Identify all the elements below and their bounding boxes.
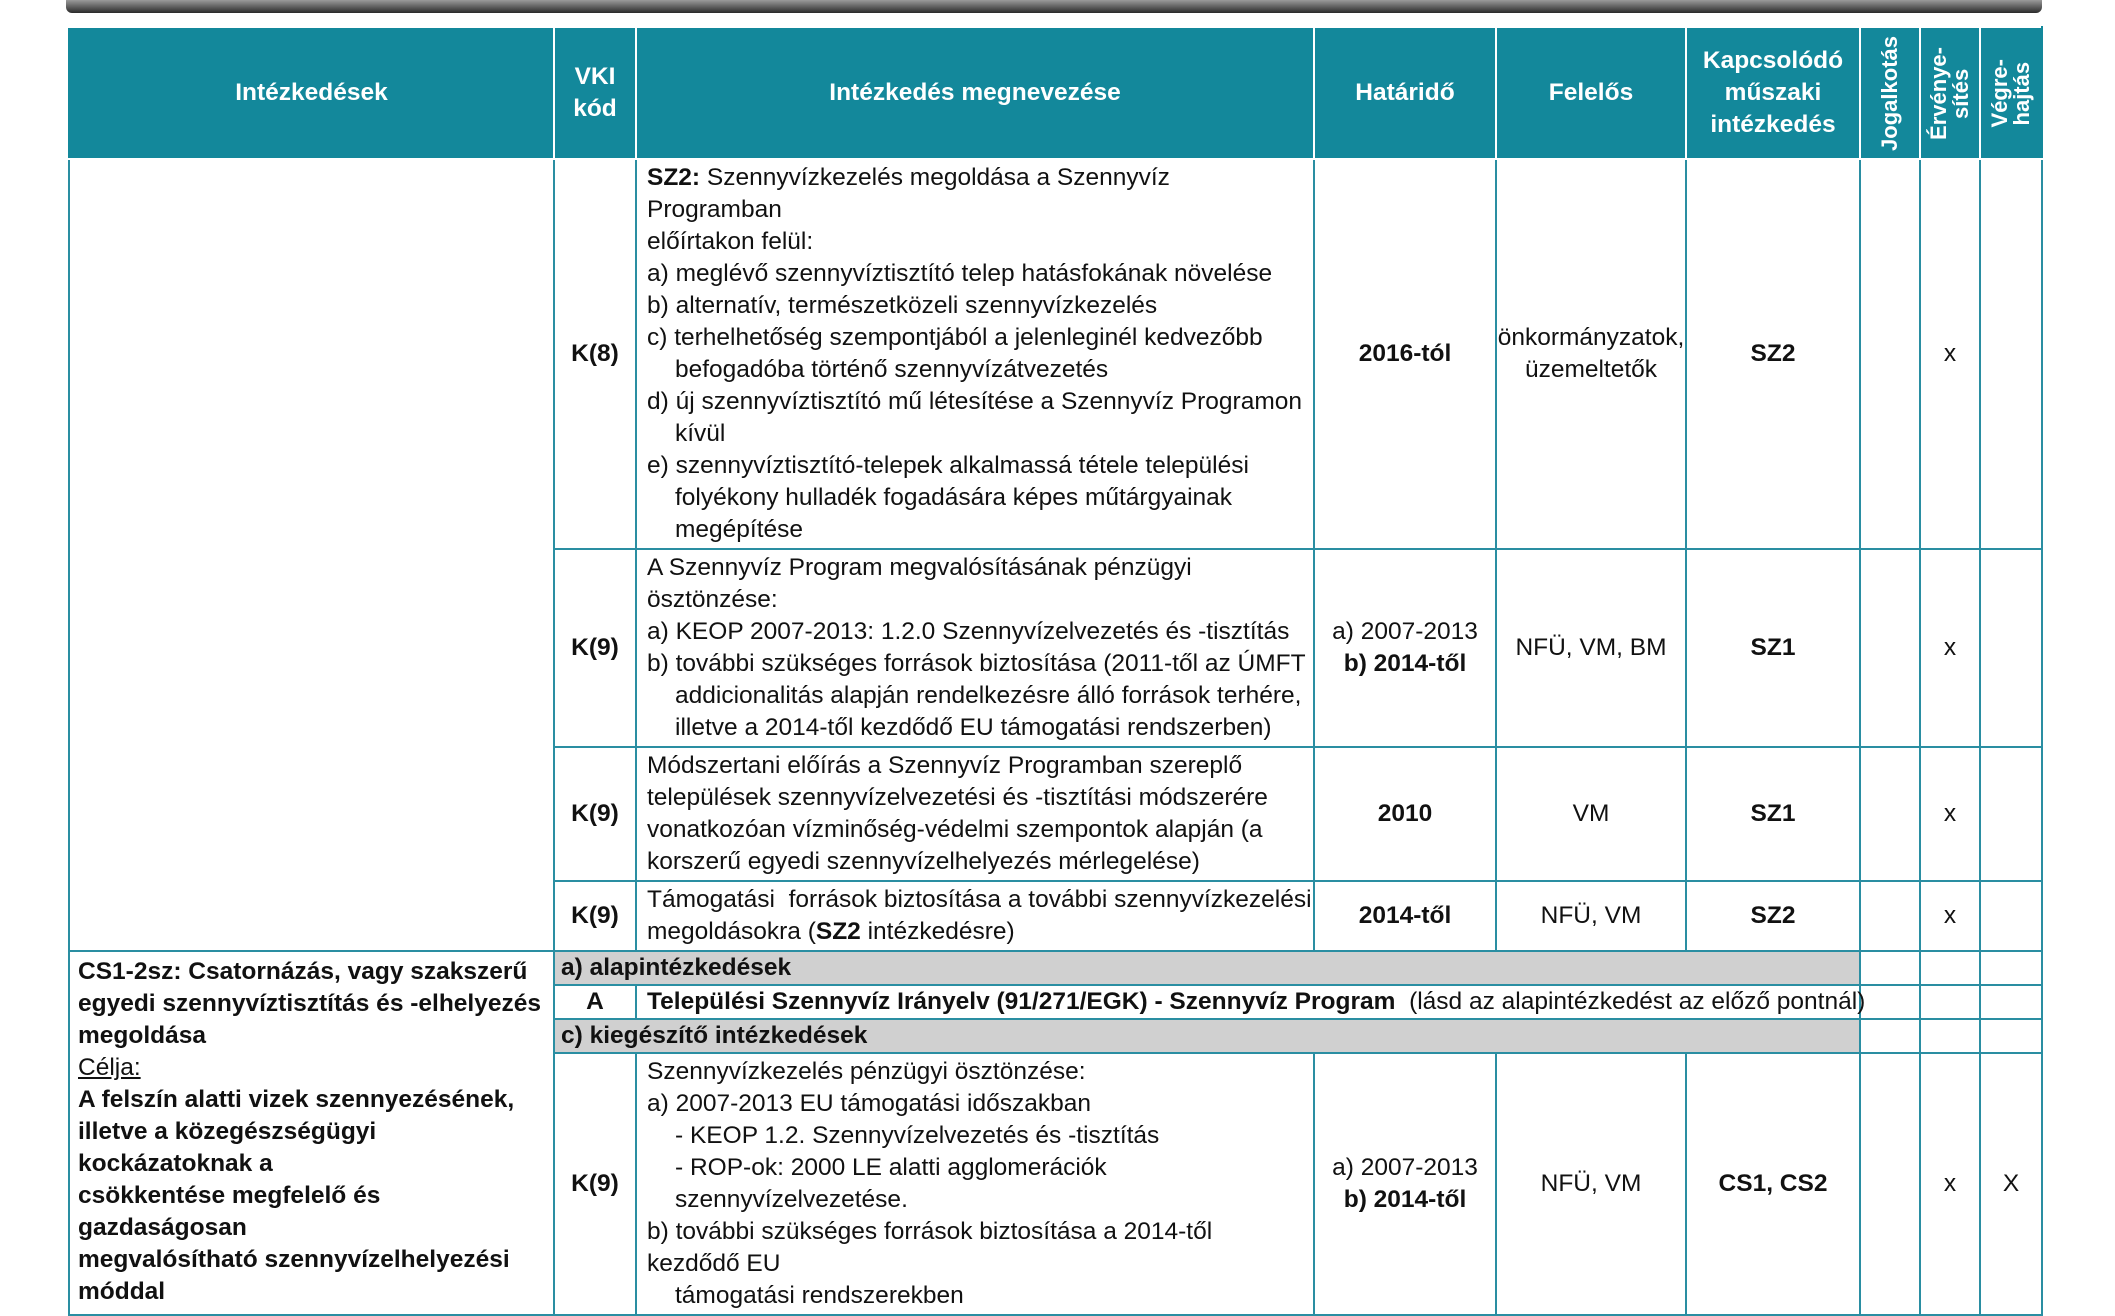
header-deadline: Határidő [1314, 27, 1496, 159]
desc-line: Módszertani előírás a Szennyvíz Programban szereplő [647, 752, 1243, 779]
goal-line: A felszín alatti vizek szennyezésének, [78, 1086, 515, 1113]
measure-description [636, 881, 1314, 951]
measure-description [636, 159, 1314, 549]
desc-line: megépítése [675, 516, 804, 543]
legislation-mark [1860, 549, 1920, 747]
desc-line: települések szennyvízelvezetési és -tisztítási módszerére [647, 784, 1268, 811]
desc-line: a) meglévő szennyvíztisztító telep hatásfokának növelése [647, 260, 1273, 287]
desc-line: Szennyvízkezelés megoldása a Szennyvíz Programban [647, 164, 1170, 223]
vki-code: K(9) [554, 881, 636, 951]
desc-line: d) új szennyvíztisztító mű létesítése a Szennyvíz Programon [647, 388, 1302, 415]
desc-line: - KEOP 1.2. Szennyvízelvezetés és -tisztítás [675, 1122, 1160, 1149]
related-measure: SZ2 [1686, 881, 1860, 951]
enforcement-mark: x [1920, 159, 1980, 549]
section-basic-measures: a) alapintézkedések [554, 951, 1860, 985]
related-measure: SZ1 [1686, 747, 1860, 881]
related-measure: SZ1 [1686, 549, 1860, 747]
section-row [69, 951, 2042, 985]
measure-title-line: CS1-2sz: Csatornázás, vagy szakszerű [78, 958, 528, 985]
legislation-mark [1860, 747, 1920, 881]
legislation-mark [1860, 159, 1920, 549]
enforcement-mark: x [1920, 549, 1980, 747]
desc-line: kívül [675, 420, 726, 447]
vki-code: K(9) [554, 1053, 636, 1315]
measure-title-line: megoldása [78, 1022, 206, 1049]
header-vki-code: VKI kód [554, 27, 636, 159]
execution-mark [1980, 881, 2042, 951]
enforcement-mark: x [1920, 747, 1980, 881]
goal-label: Célja: [78, 1054, 141, 1081]
measure-description [636, 1053, 1314, 1315]
header-row [69, 27, 2042, 159]
empty-cell [1920, 951, 1980, 985]
desc-line: befogadóba történő szennyvízátvezetés [675, 356, 1109, 383]
empty-cell [1920, 1019, 1980, 1053]
goal-line: illetve a közegészségügyi kockázatoknak a [78, 1118, 377, 1177]
desc-line: b) további szükséges források biztosítása (2011-től az ÚMFT [647, 650, 1306, 677]
header-measures: Intézkedések [69, 27, 554, 159]
empty-cell [1980, 1019, 2042, 1053]
desc-line: korszerű egyedi szennyvízelhelyezés mérlegelése) [647, 848, 1200, 875]
desc-line: A Szennyvíz Program megvalósításának pénzügyi ösztönzése: [647, 554, 1192, 613]
deadline: 2014-től [1314, 881, 1496, 951]
responsible: önkormányzatok, üzemeltetők [1496, 159, 1686, 549]
header-execution: Végre- hajtás [1980, 27, 2042, 159]
empty-cell [1860, 1019, 1920, 1053]
desc-line: e) szennyvíztisztító-telepek alkalmassá tétele települési [647, 452, 1249, 479]
vki-code: A [554, 985, 636, 1019]
desc-line: b) alternatív, természetközeli szennyvízkezelés [647, 292, 1158, 319]
basic-measure-text [636, 985, 1866, 1019]
enforcement-mark: x [1920, 881, 1980, 951]
header-enforcement: Érvénye- sítés [1920, 27, 1980, 159]
desc-title: SZ2: [647, 164, 701, 191]
legislation-mark [1860, 1053, 1920, 1315]
desc-line: folyékony hulladék fogadására képes műtárgyainak [675, 484, 1233, 511]
desc-line: illetve a 2014-től kezdődő EU támogatási rendszerben) [675, 714, 1272, 741]
desc-line: Támogatási források biztosítása a további szennyvízkezelési [647, 886, 1312, 913]
empty-cell [1920, 985, 1980, 1019]
vki-code: K(9) [554, 549, 636, 747]
measure-cs1-2sz [69, 951, 554, 1315]
execution-mark [1980, 747, 2042, 881]
empty-cell [1860, 985, 1920, 1019]
desc-line: vonatkozóan vízminőség-védelmi szempontok alapján (a [647, 816, 1263, 843]
related-measure: SZ2 [1686, 159, 1860, 549]
measure-description [636, 747, 1314, 881]
deadline-b: b) 2014-től [1343, 1186, 1467, 1213]
deadline-a: a) 2007-2013 [1332, 618, 1478, 645]
desc-line: támogatási rendszerekben [675, 1282, 964, 1309]
measures-table [68, 26, 2043, 1316]
goal-line: móddal [78, 1278, 166, 1305]
measure-cell-empty [69, 159, 554, 951]
desc-ref: SZ2 [815, 918, 861, 945]
deadline-b: b) 2014-től [1343, 650, 1467, 677]
responsible: NFÜ, VM [1496, 881, 1686, 951]
desc-line: c) terhelhetőség szempontjából a jelenleginél kedvezőbb [647, 324, 1263, 351]
desc-line: megoldásokra ( [647, 918, 816, 945]
goal-line: csökkentése megfelelő és gazdaságosan [78, 1182, 381, 1241]
deadline: 2016-tól [1314, 159, 1496, 549]
execution-mark [1980, 159, 2042, 549]
execution-mark: X [1980, 1053, 2042, 1315]
measure-description [636, 549, 1314, 747]
table-row [69, 159, 2042, 549]
measure-title-line: egyedi szennyvíztisztítás és -elhelyezés [78, 990, 541, 1017]
empty-cell [1980, 951, 2042, 985]
deadline-a: a) 2007-2013 [1332, 1154, 1478, 1181]
deadline [1314, 549, 1496, 747]
desc-line: b) további szükséges források biztosítása a 2014-től kezdődő EU [647, 1218, 1213, 1277]
desc-line: intézkedésre) [860, 918, 1015, 945]
basic-measure-note: (lásd az alapintézkedést az előző pontnál) [1409, 988, 1866, 1015]
header-legislation: Jogalkotás [1860, 27, 1920, 159]
related-measure: CS1, CS2 [1686, 1053, 1860, 1315]
top-decorative-bar [66, 0, 2042, 13]
desc-line: a) 2007-2013 EU támogatási időszakban [647, 1090, 1092, 1117]
section-supplementary-measures: c) kiegészítő intézkedések [554, 1019, 1860, 1053]
execution-mark [1980, 549, 2042, 747]
deadline [1314, 1053, 1496, 1315]
basic-measure-title: Települési Szennyvíz Irányelv (91/271/EGK) - Szennyvíz Program [647, 988, 1396, 1015]
desc-line: a) KEOP 2007-2013: 1.2.0 Szennyvízelvezetés és -tisztítás [647, 618, 1290, 645]
responsible: NFÜ, VM, BM [1496, 549, 1686, 747]
desc-line: addicionalitás alapján rendelkezésre álló források terhére, [675, 682, 1302, 709]
desc-line: - ROP-ok: 2000 LE alatti agglomerációk szennyvízelvezetése. [675, 1154, 1107, 1213]
header-related-measure: Kapcsolódó műszaki intézkedés [1686, 27, 1860, 159]
header-measure-name: Intézkedés megnevezése [636, 27, 1314, 159]
empty-cell [1980, 985, 2042, 1019]
vki-code: K(8) [554, 159, 636, 549]
vki-code: K(9) [554, 747, 636, 881]
goal-line: megvalósítható szennyvízelhelyezési [78, 1246, 510, 1273]
deadline: 2010 [1314, 747, 1496, 881]
responsible: VM [1496, 747, 1686, 881]
empty-cell [1860, 951, 1920, 985]
desc-line: Szennyvízkezelés pénzügyi ösztönzése: [647, 1058, 1086, 1085]
legislation-mark [1860, 881, 1920, 951]
desc-line: előírtakon felül: [647, 228, 814, 255]
enforcement-mark: x [1920, 1053, 1980, 1315]
header-responsible: Felelős [1496, 27, 1686, 159]
responsible: NFÜ, VM [1496, 1053, 1686, 1315]
